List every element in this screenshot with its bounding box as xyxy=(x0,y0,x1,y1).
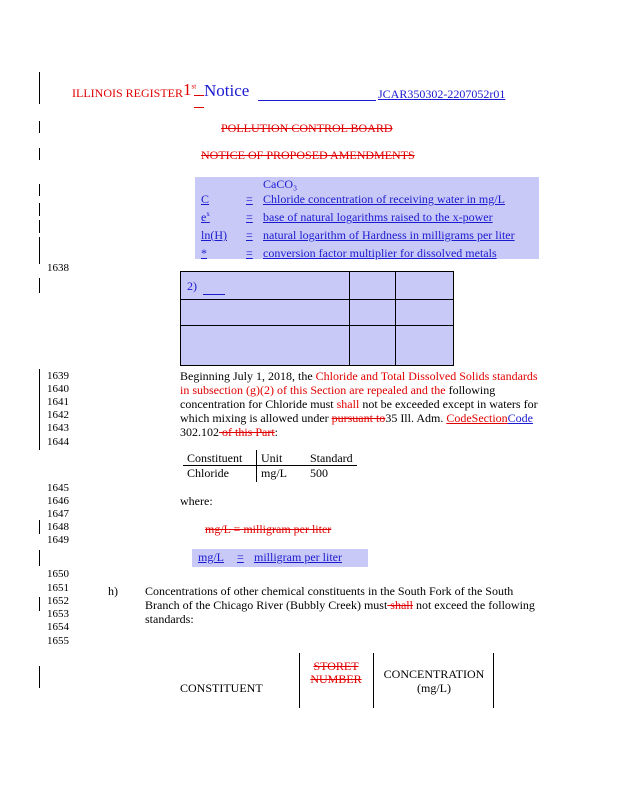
def-symbol-star: * xyxy=(201,246,207,260)
where-label: where: xyxy=(180,494,213,508)
header-rule xyxy=(258,100,376,101)
table-divider xyxy=(299,653,300,708)
cell-unit: mg/L xyxy=(261,466,287,480)
chloride-paragraph: Beginning July 1, 2018, the Chloride and Total Dissolved Solids standards in subsection (g)(2) of this Section are repealed and the following concentration for Chloride must shall not be exceeded except in waters for which mixing is allowed under pursuant to35 Ill. Adm. CodeSectionCode 302.102 of this Part: xyxy=(180,369,538,439)
line-number: 1640 xyxy=(47,383,69,395)
line-number: 1644 xyxy=(47,436,69,448)
col-unit: Unit xyxy=(261,451,283,465)
concentration-header: CONCENTRATION (mg/L) xyxy=(383,667,485,695)
def-symbol-e: $e^x$ xyxy=(201,210,210,224)
new-def-text: milligram per liter xyxy=(254,550,342,564)
line-number: 1642 xyxy=(47,409,69,421)
document-code: JCAR350302-2207052r01 xyxy=(378,87,506,101)
line-number: 1653 xyxy=(47,608,69,620)
def-text-c: Chloride concentration of receiving water in mg/L xyxy=(263,192,505,206)
table-divider xyxy=(493,653,494,708)
table-2-label: 2) xyxy=(187,279,197,293)
table-divider xyxy=(256,450,257,482)
revision-bar xyxy=(39,203,40,216)
cell-chloride: Chloride xyxy=(187,466,229,480)
revision-bar xyxy=(39,184,40,196)
table-2 xyxy=(180,271,454,366)
line-number: 1641 xyxy=(47,396,69,408)
col-standard: Standard xyxy=(310,451,353,465)
revision-bar xyxy=(39,278,40,293)
def-equals: = xyxy=(246,228,253,242)
register-title: ILLINOIS REGISTER xyxy=(72,86,183,100)
revision-bar xyxy=(39,369,40,450)
board-title: POLLUTION CONTROL BOARD xyxy=(221,121,393,135)
notice-title: NOTICE OF PROPOSED AMENDMENTS xyxy=(201,148,415,162)
line-number: 1652 xyxy=(47,595,69,607)
storet-header: STORET NUMBER xyxy=(310,659,362,686)
cell-standard: 500 xyxy=(310,466,328,480)
line-number: 1655 xyxy=(47,635,69,647)
line-number: 1639 xyxy=(47,370,69,382)
line-number: 1643 xyxy=(47,422,69,434)
revision-bar xyxy=(39,248,40,264)
line-number: 1654 xyxy=(47,621,69,633)
subsection-h-text: Concentrations of other chemical constituents in the South Fork of the South Branch of the Chicago River (Bubbly Creek) must shall not exceed the following standards: xyxy=(145,584,535,626)
line-number: 1649 xyxy=(47,534,69,546)
def-text-lnh: natural logarithm of Hardness in milligrams per liter xyxy=(263,228,515,242)
def-symbol-lnh: ln(H) xyxy=(201,228,227,242)
revision-bar xyxy=(39,550,40,566)
revision-bar xyxy=(39,72,40,104)
new-def-symbol: mg/L xyxy=(198,550,224,564)
new-def-equals: = xyxy=(237,550,244,564)
table-divider xyxy=(373,653,374,708)
line-number: 1647 xyxy=(47,508,69,520)
line-number: 1648 xyxy=(47,521,69,533)
line-number: 1651 xyxy=(47,582,69,594)
constituent-header: CONSTITUENT xyxy=(180,681,263,695)
caco3-label: CaCO₃ xyxy=(263,177,298,191)
def-equals: = xyxy=(246,246,253,260)
def-symbol-c: C xyxy=(201,192,210,206)
revision-bar xyxy=(39,220,40,233)
line-number: 1638 xyxy=(47,262,69,274)
revision-bar xyxy=(39,121,40,133)
def-text-star: conversion factor multiplier for dissolved metals xyxy=(263,246,497,260)
underline-mark xyxy=(194,95,204,108)
notice-label: Notice xyxy=(204,81,250,100)
revision-bar xyxy=(39,148,40,160)
deleted-definition: mg/L = milligram per liter xyxy=(205,522,332,536)
def-equals: = xyxy=(246,192,253,206)
line-number: 1645 xyxy=(47,482,69,494)
revision-bar xyxy=(39,520,40,534)
revision-bar xyxy=(39,597,40,611)
notice-number: 1st xyxy=(183,80,197,99)
def-text-e: base of natural logarithms raised to the x-power xyxy=(263,210,493,224)
line-number: 1646 xyxy=(47,495,69,507)
subsection-h-label: h) xyxy=(108,584,118,598)
revision-bar xyxy=(39,666,40,688)
line-number: 1650 xyxy=(47,568,69,580)
col-constituent: Constituent xyxy=(187,451,243,465)
def-equals: = xyxy=(246,210,253,224)
